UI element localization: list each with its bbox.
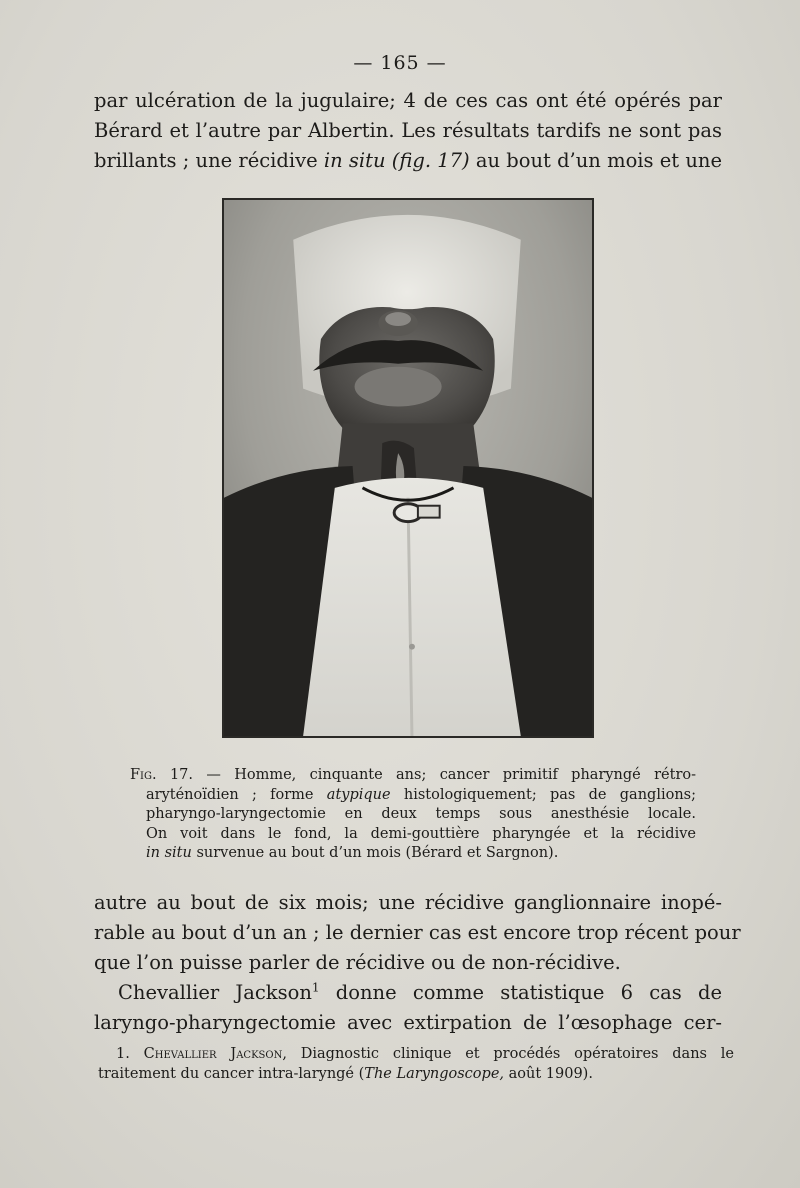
paragraph-line: que l’on puisse parler de récidive ou de non-récidive. [94, 951, 621, 974]
paragraph-line: autre au bout de six mois; une récidive ganglionnaire inopé- [94, 891, 722, 914]
text-run: , Diagnostic clinique et procédés opératoires dans le [282, 1046, 734, 1062]
text-run: histologiquement; pas de ganglions; [390, 786, 696, 803]
text-run: survenue au bout d’un mois (Bérard et Sargnon). [191, 845, 559, 861]
text-run: au bout d’un mois et une [469, 149, 722, 172]
text-run: — Homme, cinquante ans; cancer primitif pharyngé rétro- [193, 767, 697, 783]
caption-line [130, 766, 696, 786]
footnote-marker: 1 [311, 980, 320, 995]
paragraph-line: par ulcération de la jugulaire; 4 de ces cas ont été opérés par [94, 89, 722, 112]
page-number: — 165 — [353, 52, 447, 74]
footnote-author: Chevallier Jackson [143, 1046, 283, 1062]
text-run: brillants ; une récidive [94, 149, 324, 172]
text-run-italic: atypique [326, 786, 391, 803]
patient-photograph [224, 200, 592, 736]
top-paragraph [94, 86, 722, 176]
paragraph-line: Bérard et l’autre par Albertin. Les résultats tardifs ne sont pas [94, 119, 722, 142]
figure-photograph [222, 198, 594, 738]
text-run: donne comme statistique 6 cas de [319, 981, 722, 1004]
footnote-line [98, 1064, 734, 1084]
author-name: Chevallier Jackson [118, 981, 312, 1004]
text-run-italic: in situ [146, 845, 192, 861]
caption-label: Fig. 17. [130, 767, 194, 783]
caption-line [130, 844, 696, 864]
text-run: traitement du cancer intra-laryngé ( [98, 1066, 365, 1082]
caption-line: pharyngo-laryngectomie en deux temps sous anesthésie locale. [146, 806, 696, 822]
paragraph-line: laryngo-pharyngectomie avec extirpation de l’œsophage cer- [94, 1011, 722, 1034]
caption-line: On voit dans le fond, la demi-gouttière pharyngée et la récidive [146, 825, 696, 842]
figure-reference: in situ (fig. 17) [323, 149, 470, 172]
text-run: aryténoïdien ; forme [146, 786, 327, 803]
paragraph-line [94, 146, 722, 176]
text-run: août 1909). [504, 1066, 593, 1082]
paragraph-line: rable au bout d’un an ; le dernier cas est encore trop récent pour [94, 921, 741, 944]
figure-caption [130, 766, 696, 864]
footnote-number: 1. [116, 1046, 130, 1062]
paragraph-line [94, 978, 722, 1008]
footnote [98, 1044, 734, 1084]
footnote-line [98, 1044, 734, 1064]
journal-title: The Laryngoscope, [364, 1066, 505, 1082]
caption-line [130, 786, 696, 806]
bottom-paragraph [94, 888, 741, 1038]
